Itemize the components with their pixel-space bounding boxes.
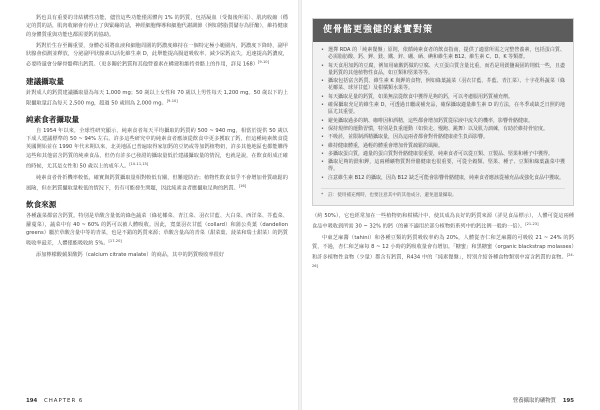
citation: [17-20] <box>108 239 122 244</box>
intro-paragraph-2: 鈣對於生存至關重要，身體必須將血液和細胞周圍的鈣濃度維持在一個特定極小範圍內，鈣濃度下降時，副甲狀腺會偵測並釋放，分泌副甲狀腺素以活化維生素 D，此舉能提高腸道吸收率、減少尿鈣流失，迅速提高鈣濃度，必要時還會分解骨骼釋出鈣質。（更多關於鈣質和其他營養素在構建和維持骨骼上的作用，詳見 168）[9-10] <box>26 42 288 69</box>
page-gutter <box>298 0 302 410</box>
left-page-number: 194 <box>26 398 38 404</box>
tips-box <box>312 18 574 206</box>
citation: [21-23] <box>525 222 539 227</box>
section-heading-vegan-intake: 純素食者攝取量 <box>26 114 80 124</box>
tips-box-body <box>313 42 573 205</box>
left-page <box>26 14 288 396</box>
recommended-intake-paragraph: 針對成人的鈣質建議攝取量為每天 1,000 mg；50 歲以上女性和 70 歲以上男性每天 1,200 mg。50 歲以下的上限攝取量訂為每天 2,500 mg，超過 50 歲則為 2,000 mg。[9-10] <box>26 89 288 107</box>
right-footer <box>513 396 574 404</box>
right-page-number: 195 <box>562 398 574 404</box>
vegan-intake-paragraph-2: 純素食者骨折機率較低，確實與鈣質攝取量相對較低有關，但難遊防治；植物性飲食似乎不會增加骨質疏鬆的風險，但在鈣質攝取量較低的情況下，仍有可能發生問題，因此純素食者應攝取足夠的鈣質。[16] <box>26 175 288 193</box>
tip-item: • 每天攝取足量的鈣質，如果無法從飲食中獲得足夠的鈣，可以考慮服用鈣質補充劑。 <box>321 94 565 101</box>
tips-box-footnote: * 註：使用補充劑時，也要注意其中的其他成分，避免過量攝取。 <box>321 188 565 199</box>
dietary-sources-paragraph-1: 各種蔬菜都富含鈣質。特別是草酸含量低的綠色蔬菜（綠花椰菜、青江菜、羽衣甘藍、大白菜、西洋菜、芥藍菜、蘿蔓菜），蔬菜中有 40 ~ 60% 的鈣可以被人體吸收。因此，寬葉羽衣甘藍（collard）和蒲公英葉（dandelion greens）屬於草酸含量中等的青菜，也是不錯的鈣質來源；草酸含量高的青菜（甜菜葉、菠菜和瑞士甜菜）的鈣質吸收率最差，人體僅能吸收約 5%。[17-20] <box>26 213 288 248</box>
section-heading-dietary-sources: 飲食來源 <box>26 200 57 210</box>
continued-paragraph: （約 50%），它也經常加在一些植物奶和柑橘汁中，使其成為良好的鈣質來源（詳見食品標示），人體可從這兩種食品中吸收到所需 30 ~ 32% 的鈣（的確不適用於部分植物奶系列中的鈣比例一般約一倍）。[21-23] <box>312 213 574 231</box>
tip-item: • 確保攝取充足的維生素 D，可透過日曬或補充品，確保攝取適量維生素 D 的方法，在冬季或缺乏日照的地區尤其重要。 <box>321 102 565 117</box>
intro-paragraph-1: 鈣也具有重要的非結構性功能，儘管這些功能僅需體內 1% 的鈣質，包括凝血（受傷後所需）、肌肉收縮（穩定的質的話，肌肉收縮會有停止了與緊繃的話，神經細胞傳導和細胞代謝調節（例如將脂質儲存為肝醣），維持健康的身體質重與功能也都需要鈣的協助。 <box>26 15 288 38</box>
citation: [9-10] <box>166 98 178 103</box>
vegan-intake-paragraph-1: 自 1954 年以來，全球性研究顯示，純素食者每天平均攝取的鈣質約 500 ~ 940 mg，相當於提供 50 歲以下成人建議標準的 50 ~ 94% 左右。許多這些研究中的純素食者應該從飲食中更多獲取了鈣，但這種純素飲食從英國開始並在 1990 年代末期以來，北美地區已普遍取得家加鈣的豆奶或等加鈣植物奶，許多其他地區也都能購得這些和其他富含鈣質的純素食品，但仍有許多已發證的攝取量低於建議攝取量的情況，也就是說，在飲食組成正確的時候，尤其是女性和 50 歲以上的成年人。[10-11,15] <box>26 127 288 170</box>
tip-item: • 選擇 RDA 的「純素餐盤」原則，依循純素食者的飲食指南，提供了適當所需之完整營養素，包括蛋白質、必需脂肪酸、鈣、鉀、鎂、鐵、鋅、硼、硒、碘和維生素 B12、維生素 C、D、K 等類群。 <box>321 47 565 62</box>
right-page <box>312 14 574 396</box>
tip-item: • 每天食用加鈣的豆腐，例如用硫酸鈣做的豆腐、大豆蛋白質含量比重，而若是用鎂鹽凝固的則低一些，且盡量鈣質的其他植物性食品，如豆類和堅果等等。 <box>321 63 565 78</box>
left-footer <box>26 398 83 404</box>
tip-item: • 不吸菸，並限制酒精攝取量，因為這兩者都會對骨骼健康產生負面影響。 <box>321 134 565 141</box>
citation: [9-10] <box>258 60 269 65</box>
tip-item: • 維持健康體重，過輕的體重會增加骨質疏鬆的風險。 <box>321 143 565 150</box>
tip-item: • 注意維生素 B12 的攝取，因為 B12 缺乏可能會影響骨骼健康，純素食者應該從補充品或強化食品中獲取。 <box>321 175 565 182</box>
right-body-text <box>312 212 574 273</box>
citation: [10-11,15] <box>129 162 149 167</box>
dietary-sources-paragraph-2: 添加檸檬酸蘋果酸鈣（calcium citrate malate）的商品，其中的鈣質吸收率很好 <box>36 252 225 259</box>
citation: [16] <box>238 184 247 189</box>
section-heading-recommended-intake: 建議攝取量 <box>26 76 64 86</box>
tips-box-title: 使骨骼更強健的素實對策 <box>313 19 573 42</box>
tip-item: • 攝取足夠的鎂和鉀，這兩種礦物質對骨骼健康也很重要，可從全穀類、堅果、種子、豆類和綠葉蔬菜中獲得。 <box>321 159 565 174</box>
running-title: 營養攝取的礦物質 <box>512 398 557 404</box>
tip-item: • 保持規律的運動習慣，特別是負重運動（如快走、慢跑、跳舞）以及肌力訓練，有助於維持骨密度。 <box>321 126 565 133</box>
tip-item: • 多攝取蛋白質，適量的蛋白質對骨骼健康很重要，純素食者可以從豆類、豆製品、堅果和種子中獲得。 <box>321 151 565 158</box>
chapter-label: CHAPTER 6 <box>43 398 84 404</box>
tip-item: • 避免攝取過多的鈉、咖啡因和酒精，這些都會增加鈣質從尿液中流失的機率，影響骨骼健康。 <box>321 118 565 125</box>
tahini-paragraph: 中東芝麻醬（tahini）和各種豆類的鈣質吸收率約為 20%，人體從杏仁和芝麻醬的可吸收 21 ~ 24% 的鈣質，不過，杏仁和芝麻每 8 ~ 12 小時的鈣吸收量會有增加。「糖蜜」和黑糖蜜（organic blackstrap molasses）和許多植物性食物（少量）都含有鈣質，R434 中的「純素餐盤」，特別介紹各種食物類別中富含鈣質的食物。[24-26] <box>312 235 574 268</box>
citation: [24-26] <box>312 252 574 268</box>
tip-item: • 攝取包括富含鈣質、維生素 K 與鉀的食物，例如綠葉蔬菜（羽衣甘藍、芥藍、青江菜）、十字花科蔬菜（綠花椰菜、球芽甘藍）及柑橘類水果等。 <box>321 78 565 93</box>
